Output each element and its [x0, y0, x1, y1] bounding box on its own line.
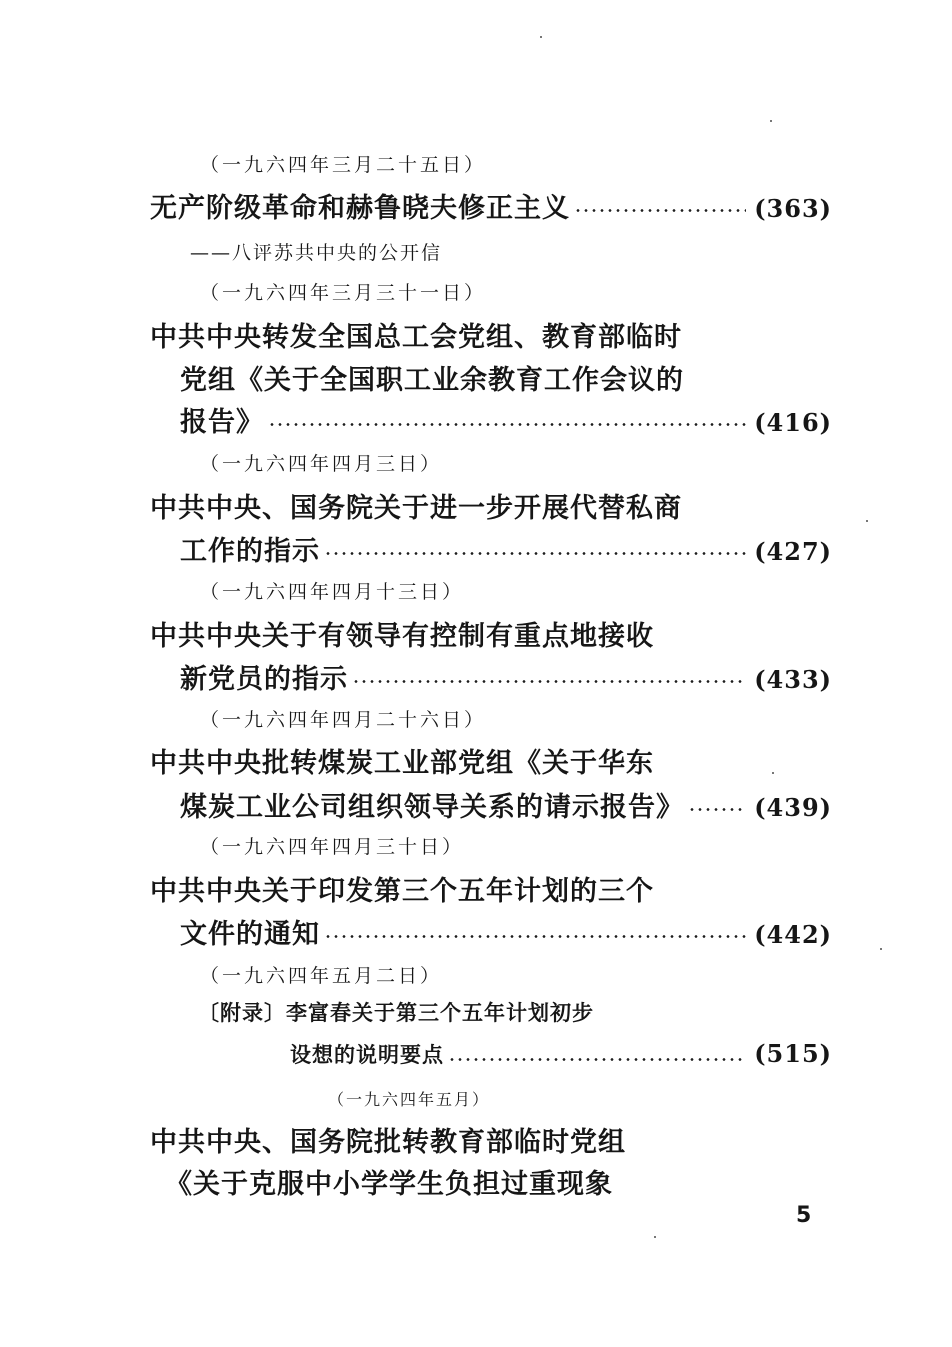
- toc-entry-433[interactable]: [180, 657, 832, 696]
- entry-page: (439): [754, 793, 832, 822]
- entry-subtitle: ——八评苏共中央的公开信: [190, 242, 443, 264]
- leader-dots: [688, 808, 746, 811]
- toc-entry-427[interactable]: [180, 529, 832, 568]
- leader-dots: [574, 209, 746, 212]
- entry-title: 无产阶级革命和赫鲁晓夫修正主义: [150, 193, 570, 224]
- entry-date: （一九六四年四月三日）: [200, 453, 443, 475]
- entry-date: （一九六四年三月二十五日）: [200, 154, 487, 176]
- entry-page: (433): [754, 665, 832, 694]
- entry-page: (363): [754, 194, 832, 223]
- entry-page: (442): [754, 920, 832, 949]
- entry-title: 文件的通知: [180, 919, 320, 950]
- scan-speck: [866, 520, 868, 522]
- entry-title: 工作的指示: [180, 536, 320, 567]
- entry-date: （一九六四年四月二十六日）: [200, 709, 487, 731]
- leader-dots: [324, 935, 746, 938]
- entry-title: 李富春关于第三个五年计划初步: [286, 1000, 594, 1025]
- scan-speck: [772, 772, 774, 774]
- entry-title-line[interactable]: 中共中央、国务院批转教育部临时党组: [150, 1127, 626, 1158]
- entry-page: (515): [754, 1039, 832, 1068]
- entry-title-line[interactable]: 《关于克服中小学学生负担过重现象: [165, 1169, 613, 1200]
- entry-date: （一九六四年三月三十一日）: [200, 282, 487, 304]
- toc-entry-442[interactable]: [180, 912, 832, 951]
- entry-title: 煤炭工业公司组织领导关系的请示报告》: [180, 792, 684, 823]
- appendix-tag: 〔附录〕: [198, 1000, 286, 1025]
- scan-speck: [654, 1236, 656, 1238]
- page-number: 5: [796, 1203, 812, 1228]
- entry-title: 报告》: [180, 407, 264, 438]
- entry-date: （一九六四年五月二日）: [200, 965, 443, 987]
- scan-speck: [880, 948, 882, 950]
- entry-date: （一九六四年五月）: [328, 1090, 491, 1109]
- leader-dots: [448, 1058, 746, 1061]
- scan-speck: [540, 36, 542, 38]
- toc-entry-363[interactable]: [150, 186, 832, 225]
- entry-title-line[interactable]: 中共中央转发全国总工会党组、教育部临时: [150, 322, 682, 353]
- entry-date: （一九六四年四月十三日）: [200, 581, 465, 603]
- entry-title-line[interactable]: 中共中央关于有领导有控制有重点地接收: [150, 621, 654, 652]
- scan-speck: [770, 120, 772, 122]
- leader-dots: [352, 680, 746, 683]
- toc-entry-416[interactable]: [180, 400, 832, 439]
- entry-title-line[interactable]: 中共中央批转煤炭工业部党组《关于华东: [150, 748, 654, 779]
- leader-dots: [268, 423, 746, 426]
- entry-date: （一九六四年四月三十日）: [200, 836, 465, 858]
- leader-dots: [324, 552, 746, 555]
- entry-title-line[interactable]: 中共中央、国务院关于进一步开展代替私商: [150, 493, 682, 524]
- entry-title-line[interactable]: 中共中央关于印发第三个五年计划的三个: [150, 876, 654, 907]
- toc-entry-515[interactable]: [290, 1039, 832, 1069]
- entry-page: (427): [754, 537, 832, 566]
- entry-title: 设想的说明要点: [290, 1042, 444, 1067]
- appendix-title-line[interactable]: [198, 997, 594, 1027]
- entry-title: 新党员的指示: [180, 664, 348, 695]
- entry-title-line[interactable]: 党组《关于全国职工业余教育工作会议的: [180, 365, 684, 396]
- toc-entry-439[interactable]: [180, 785, 832, 824]
- entry-page: (416): [754, 408, 832, 437]
